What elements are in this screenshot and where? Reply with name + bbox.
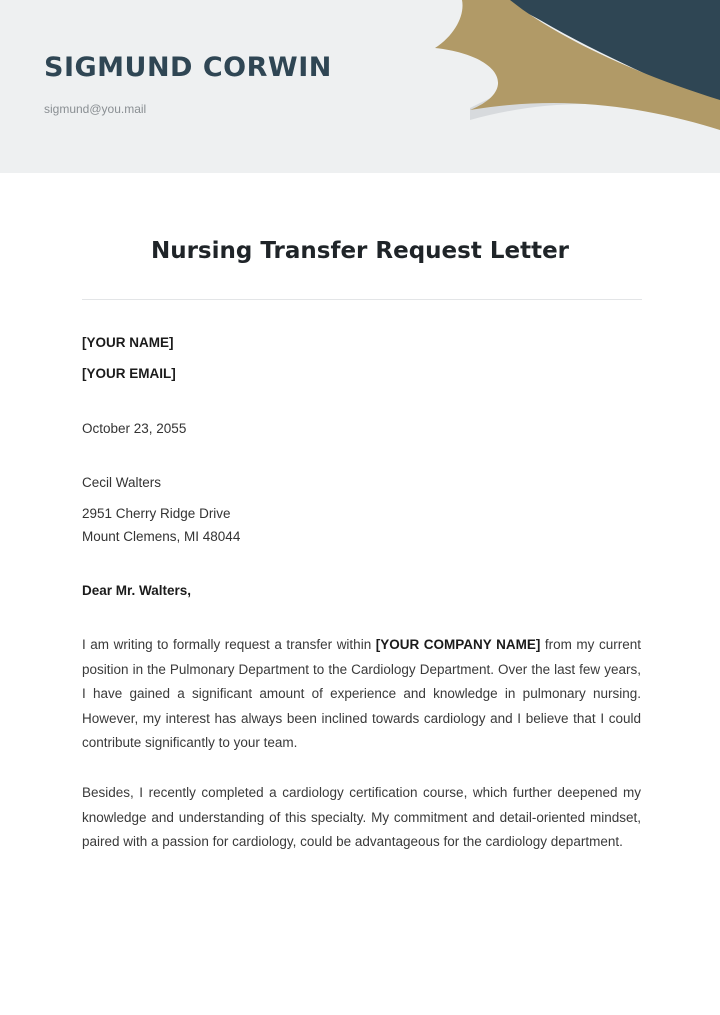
your-email-placeholder: [YOUR EMAIL]	[82, 366, 176, 381]
body-paragraph-1	[82, 633, 641, 756]
paragraph-1-rest: from my current position in the Pulmonary Department to the Cardiology Department. Over the last few years, I have gained a significant amount of experience and knowledge in pulmonary nursing. However, my interest has always been inclined towards cardiology and I believe that I could contribute significantly to your team.	[82, 637, 641, 750]
recipient-address-line1: 2951 Cherry Ridge Drive	[82, 506, 231, 521]
title-divider	[82, 299, 642, 300]
sender-email: sigmund@you.mail	[44, 102, 147, 116]
letter-date: October 23, 2055	[82, 421, 187, 436]
recipient-name: Cecil Walters	[82, 475, 162, 490]
recipient-address-line2: Mount Clemens, MI 48044	[82, 529, 241, 544]
letterhead-wave-decoration	[0, 0, 720, 173]
letterhead	[0, 0, 720, 173]
body-paragraph-2: Besides, I recently completed a cardiology certification course, which further deepened my knowledge and understanding of this specialty. My commitment and detail-oriented mindset, paired with a passion for cardiology, could be advantageous for the cardiology department.	[82, 785, 641, 849]
sender-name: SIGMUND CORWIN	[44, 52, 332, 83]
document-title: Nursing Transfer Request Letter	[150, 238, 570, 264]
company-name-placeholder: [YOUR COMPANY NAME]	[375, 637, 541, 652]
salutation: Dear Mr. Walters,	[82, 583, 192, 598]
paragraph-1-start: I am writing to formally request a transfer within	[82, 637, 376, 652]
your-name-placeholder: [YOUR NAME]	[82, 335, 174, 350]
